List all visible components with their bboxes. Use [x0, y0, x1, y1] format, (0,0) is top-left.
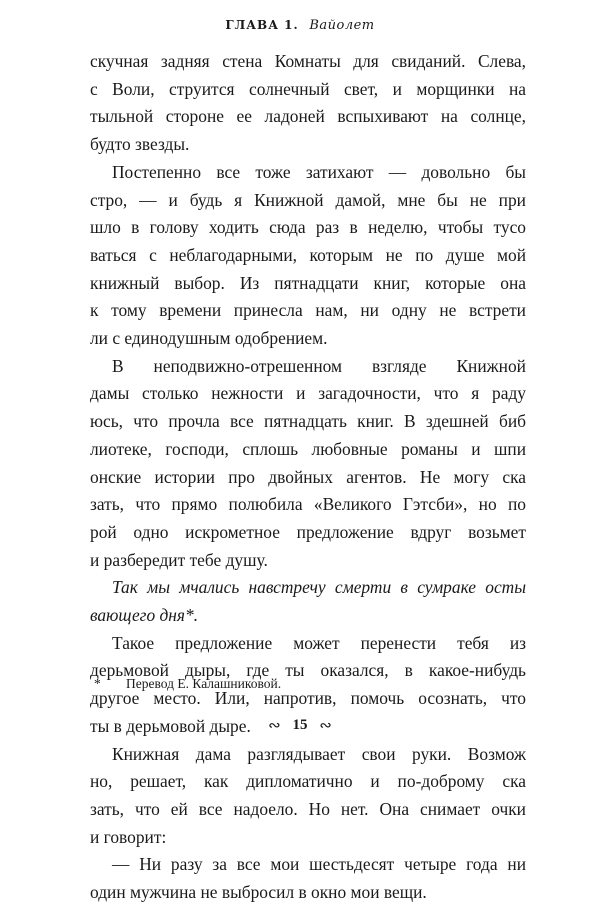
- body-text: [90, 48, 526, 907]
- text-line: рой одно искрометное предложение вдруг возьмет: [90, 521, 526, 542]
- footnote: [94, 676, 281, 692]
- quote-line: Так мы мчались навстречу смерти в сумраке осты: [112, 577, 526, 598]
- chapter-title: Вайолет: [309, 18, 375, 33]
- text-line: зать, что прямо полюбила «Великого Гэтсби», но по: [90, 494, 526, 515]
- text-line: юсь, что прочла все пятнадцать книг. В здешней биб: [90, 411, 526, 432]
- text-line: стро, — и будь я Книжной дамой, мне бы не при: [90, 189, 526, 210]
- text-line: — Ни разу за все мои шестьдесят четыре года ни: [112, 854, 526, 875]
- text-line: онские истории про двойных агентов. Не могу ска: [90, 466, 526, 487]
- text-line: дерьмовой дыры, где ты оказался, в какое-нибудь: [90, 660, 526, 681]
- page-folio: [0, 716, 600, 735]
- text-line: Книжная дама разглядывает свои руки. Возмож: [112, 743, 526, 764]
- text-line: Постепенно все тоже затихают — довольно бы: [112, 161, 526, 182]
- footnote-text: Перевод Е. Калашниковой.: [126, 676, 282, 691]
- text-line: ли с единодушным одобрением.: [90, 328, 328, 349]
- text-line: дамы столько нежности и загадочности, что я раду: [90, 383, 526, 404]
- text-line: и разбередит тебе душу.: [90, 549, 268, 570]
- text-line: ваться с неблагодарными, которым не по душе мой: [90, 244, 526, 265]
- text-line: скучная задняя стена Комнаты для свиданий. Слева,: [90, 51, 526, 71]
- text-line: один мужчина не выбросил в окно мои вещи.: [90, 882, 427, 903]
- ornament-left-icon: ∾: [268, 718, 281, 734]
- text-line: ты в дерьмовой дыре.: [90, 715, 251, 736]
- text-line: будто звезды.: [90, 134, 190, 155]
- text-line: тыльной стороне ее ладоней вспыхивают на солнце,: [90, 106, 526, 127]
- text-line: другое место. Или, напротив, помочь осознать, что: [90, 688, 526, 709]
- text-line: В неподвижно-отрешенном взгляде Книжной: [112, 355, 526, 376]
- text-line: Такое предложение может перенести тебя из: [112, 632, 526, 653]
- text-line: книжный выбор. Из пятнадцати книг, которые она: [90, 272, 526, 293]
- text-line: к тому времени принесла нам, ни одну не встрети: [90, 300, 526, 321]
- text-line: лиотеке, господи, сплошь любовные романы и шпи: [90, 438, 526, 459]
- running-head: [0, 18, 600, 33]
- text-line: но, решает, как дипломатично и по-доброму ска: [90, 771, 526, 792]
- text-line: зать, что ей все надоело. Но нет. Она снимает очки: [90, 798, 526, 819]
- text-line: шло в голову ходить сюда раз в неделю, чтобы тусо: [90, 217, 526, 238]
- page-number: 15: [292, 717, 308, 733]
- footnote-mark: *: [94, 676, 101, 691]
- text-line: с Воли, струится солнечный свет, и морщинки на: [90, 78, 526, 99]
- ornament-right-icon: ∾: [319, 718, 332, 734]
- text-line: и говорит:: [90, 826, 167, 847]
- quote-line: вающего дня*.: [90, 605, 199, 626]
- chapter-label: ГЛАВА 1.: [225, 18, 299, 32]
